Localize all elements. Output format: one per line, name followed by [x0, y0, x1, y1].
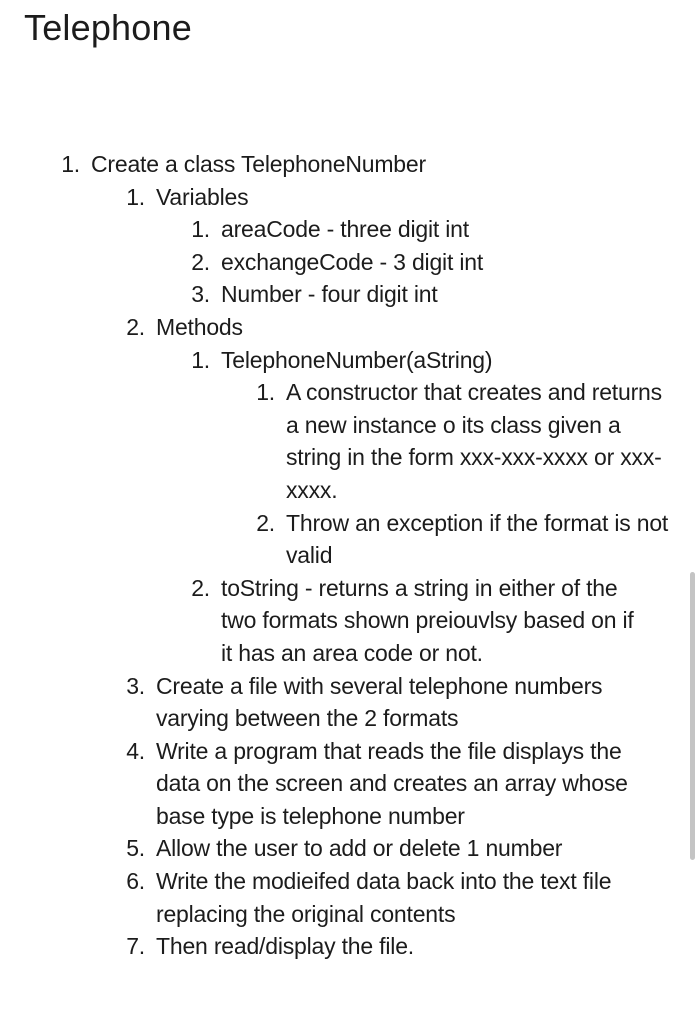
list-number: 7. [126, 933, 145, 960]
list-item-text: Variables [156, 183, 249, 210]
list-number: 2. [191, 248, 210, 275]
list-item-throw-exception [0, 507, 697, 572]
list-item-number [0, 278, 697, 311]
list-item-text: Throw an exception if the format is not valid [286, 509, 669, 569]
list-number: 3. [126, 672, 145, 699]
list-item-add-delete [0, 832, 697, 865]
list-number: 2. [126, 313, 145, 340]
list-number: 1. [126, 183, 145, 210]
list-item-text: exchangeCode - 3 digit int [221, 248, 484, 275]
list-number: 5. [126, 835, 145, 862]
list-item-text: areaCode - three digit int [221, 216, 469, 243]
list-item-to-string [0, 572, 697, 670]
list-number: 1. [61, 151, 80, 177]
list-item-text: toString - returns a string in either of the two formats shown preiouvlsy based on if it has an area code or not. [221, 574, 634, 666]
list-item-constructor [0, 344, 697, 377]
list-item-read-display [0, 930, 697, 963]
list-number: 2. [191, 574, 210, 601]
vertical-scrollbar[interactable] [690, 572, 695, 860]
list-item-variables [0, 181, 697, 214]
list-item-create-class [0, 148, 697, 181]
list-item-text: Allow the user to add or delete 1 number [156, 835, 563, 862]
list-item-constructor-description [0, 376, 697, 506]
list-number: 1. [191, 216, 210, 243]
list-number: 2. [256, 509, 275, 536]
list-item-text: Methods [156, 313, 243, 340]
list-item-methods [0, 311, 697, 344]
list-item-exchange-code [0, 246, 697, 279]
list-number: 4. [126, 737, 145, 764]
list-item-area-code [0, 213, 697, 246]
list-item-create-file [0, 670, 697, 735]
list-item-write-program [0, 735, 697, 833]
list-item-write-back [0, 865, 697, 930]
list-item-text: Create a file with several telephone numbers varying between the 2 formats [156, 672, 603, 732]
list-number: 3. [191, 281, 210, 308]
list-number: 1. [256, 379, 275, 406]
scrollbar-thumb[interactable] [690, 572, 695, 860]
list-item-text: Then read/display the file. [156, 933, 414, 960]
list-item-text: Write a program that reads the file displays the data on the screen and creates an array whose base type is telephone number [156, 737, 628, 829]
list-item-text: Number - four digit int [221, 281, 438, 308]
list-item-text: Create a class TelephoneNumber [91, 151, 426, 177]
list-item-text: A constructor that creates and returns a new instance o its class given a string in the form xxx-xxx-xxxx or xxx-xxxx. [286, 379, 662, 503]
list-item-text: Write the modieifed data back into the text file replacing the original contents [156, 868, 612, 927]
list-number: 6. [126, 868, 145, 895]
list-number: 1. [191, 346, 210, 373]
document-title: Telephone [24, 7, 192, 48]
outline-list [0, 148, 697, 963]
list-item-text: TelephoneNumber(aString) [221, 346, 493, 373]
